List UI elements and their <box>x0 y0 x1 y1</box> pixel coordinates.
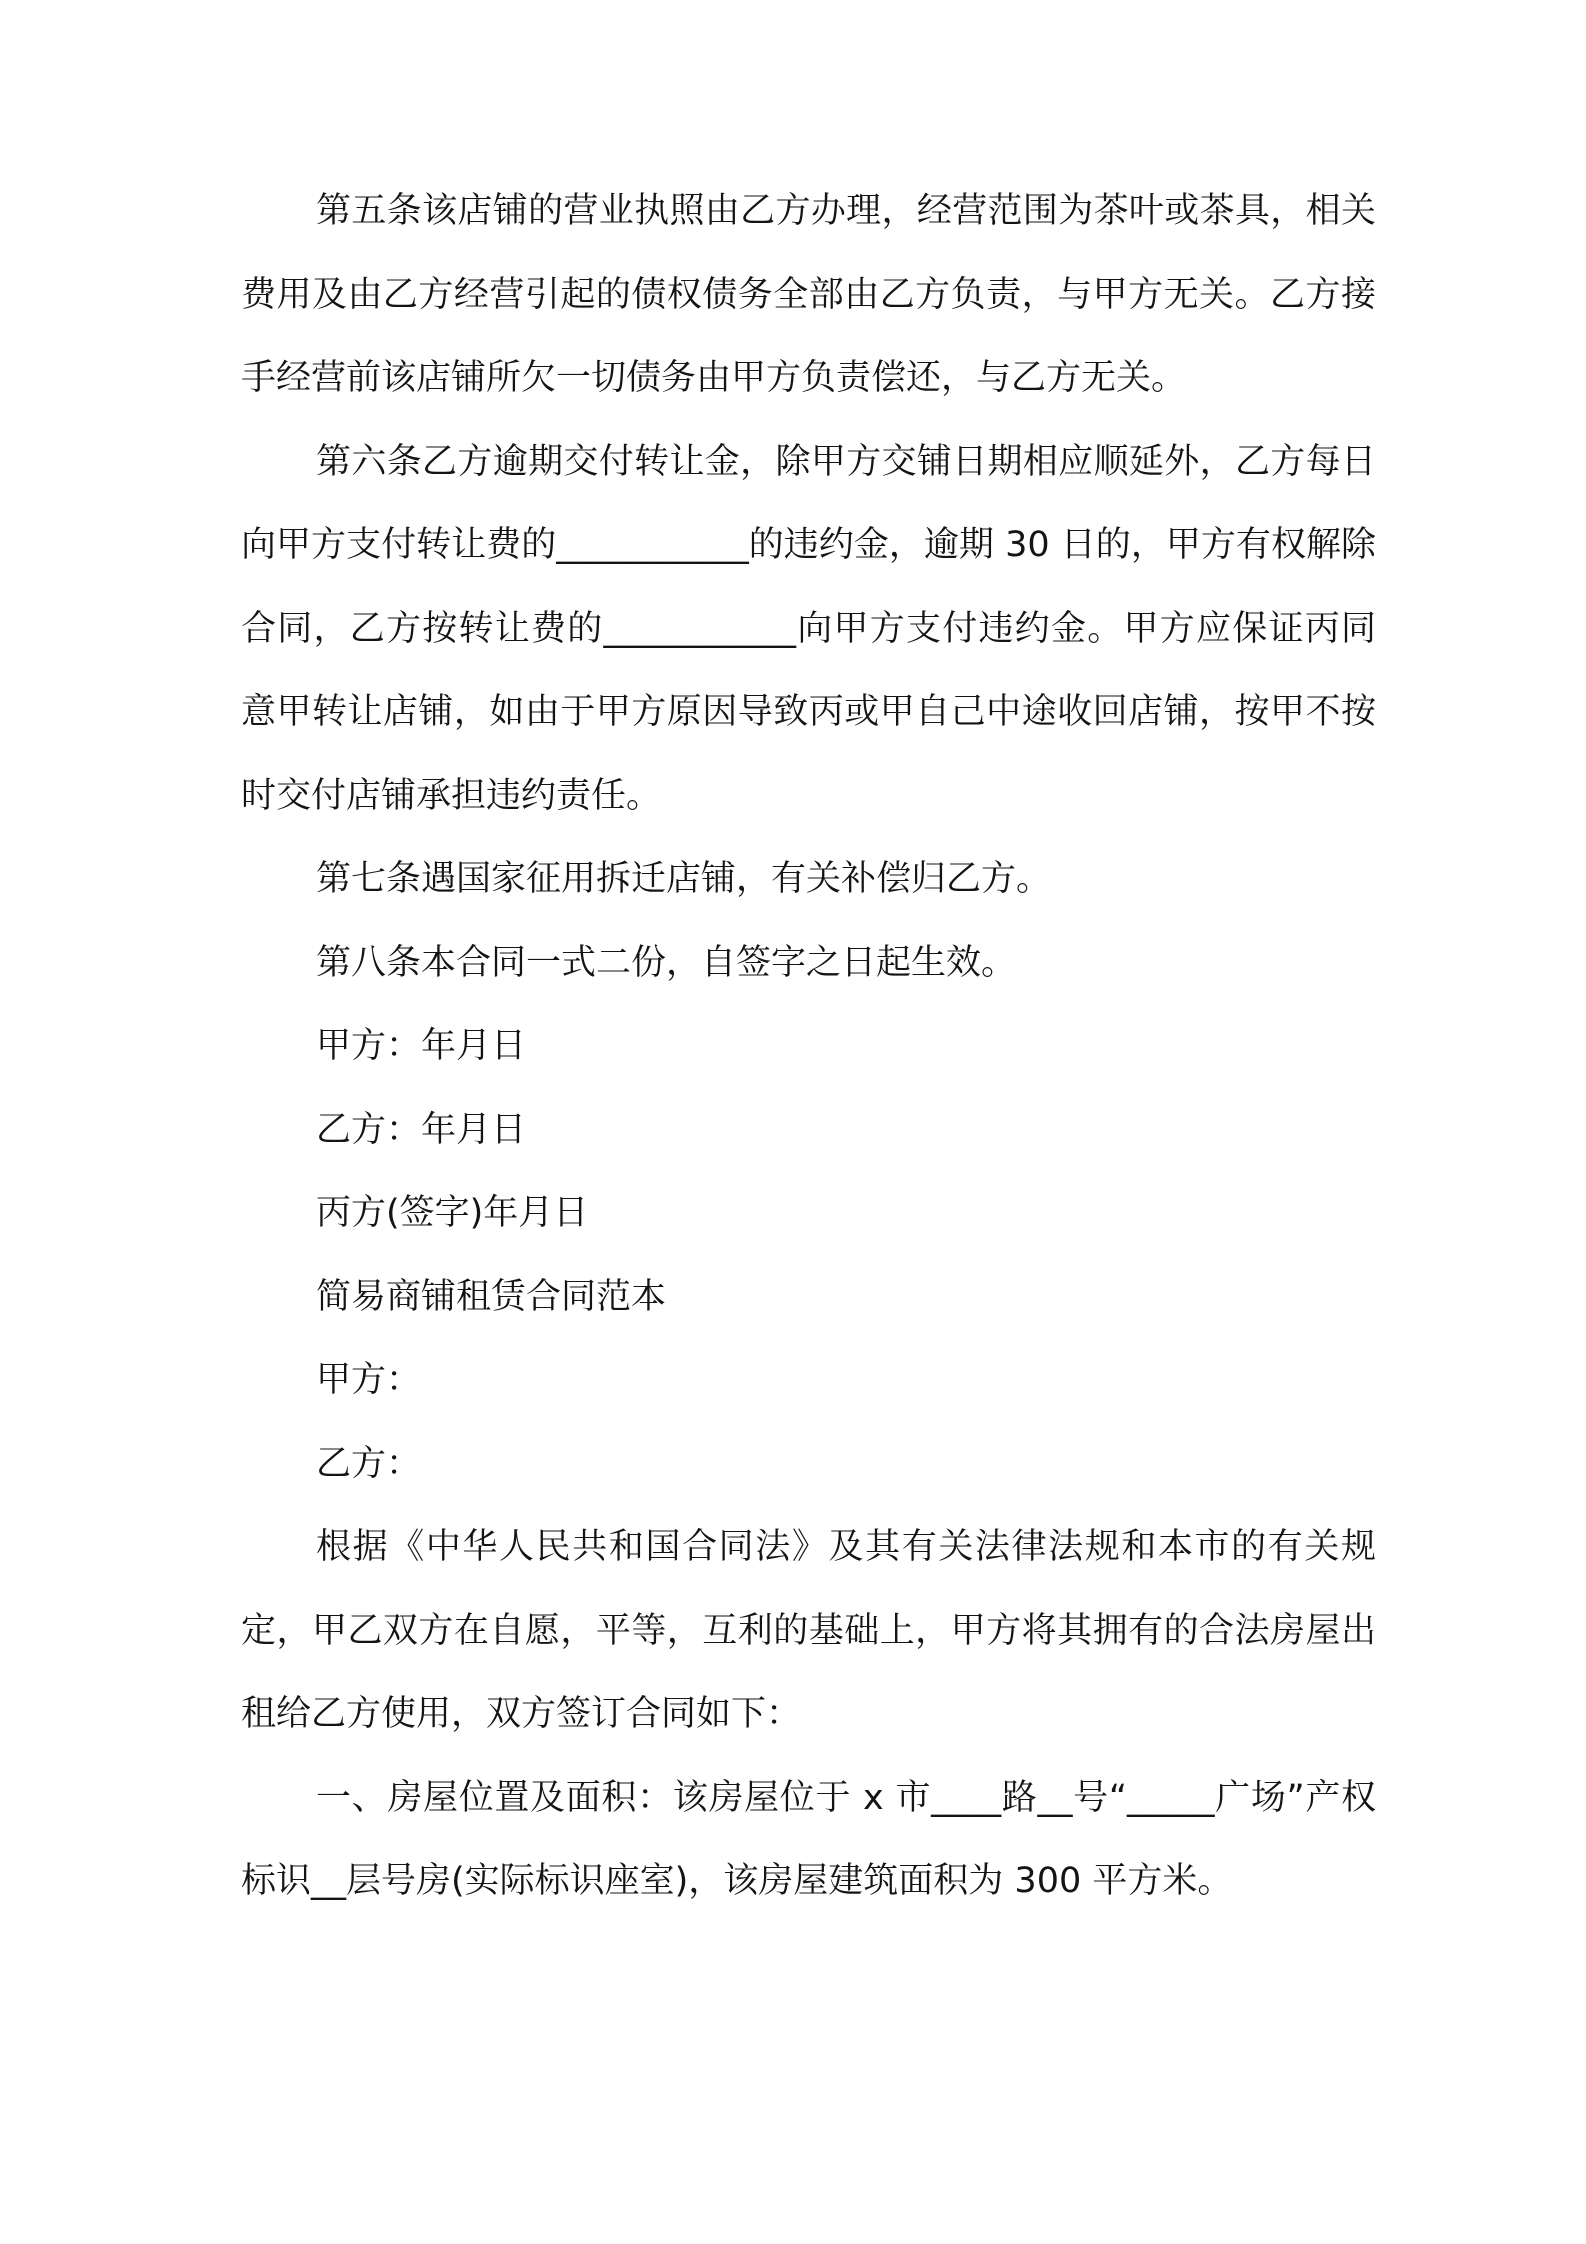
party-b-label: 乙方： <box>316 1443 422 1484</box>
party-b-signature-line: 乙方：年月日 <box>316 1109 527 1150</box>
clause-5-paragraph: 第五条该店铺的营业执照由乙方办理，经营范围为茶叶或茶具，相关费用及由乙方经营引起的债权债务全部由乙方负责，与甲方无关。乙方接手经营前该店铺所欠一切债务由甲方负责偿还，与乙方无关。 <box>241 191 1376 398</box>
clause-8-paragraph: 第八条本合同一式二份，自签字之日起生效。 <box>316 942 1017 983</box>
document-body <box>241 190 1376 1924</box>
clause-1-location-paragraph: 一、房屋位置及面积：该房屋位于 x 市____路__号“_____广场”产权标识__层号房(实际标识座室)，该房屋建筑面积为 300 平方米。 <box>241 1777 1376 1901</box>
preamble-paragraph: 根据《中华人民共和国合同法》及其有关法律法规和本市的有关规定，甲乙双方在自愿，平等，互利的基础上，甲方将其拥有的合法房屋出租给乙方使用，双方签订合同如下： <box>241 1527 1376 1734</box>
party-c-signature-line: 丙方(签字)年月日 <box>316 1193 589 1233</box>
clause-6-paragraph: 第六条乙方逾期交付转让金，除甲方交铺日期相应顺延外，乙方每日向甲方支付转让费的___________的违约金，逾期 30 日的，甲方有权解除合同，乙方按转让费的___________向甲方支付违约金。甲方应保证丙同意甲转让店铺，如由于甲方原因导致丙或甲自己中途收回店铺，按甲不按时交付店铺承担违约责任。 <box>241 441 1376 816</box>
party-a-label: 甲方： <box>316 1360 422 1400</box>
party-a-signature-line: 甲方：年月日 <box>316 1026 527 1066</box>
clause-7-paragraph: 第七条遇国家征用拆迁店铺，有关补偿归乙方。 <box>316 859 1052 899</box>
section-title: 简易商铺租赁合同范本 <box>316 1276 667 1317</box>
